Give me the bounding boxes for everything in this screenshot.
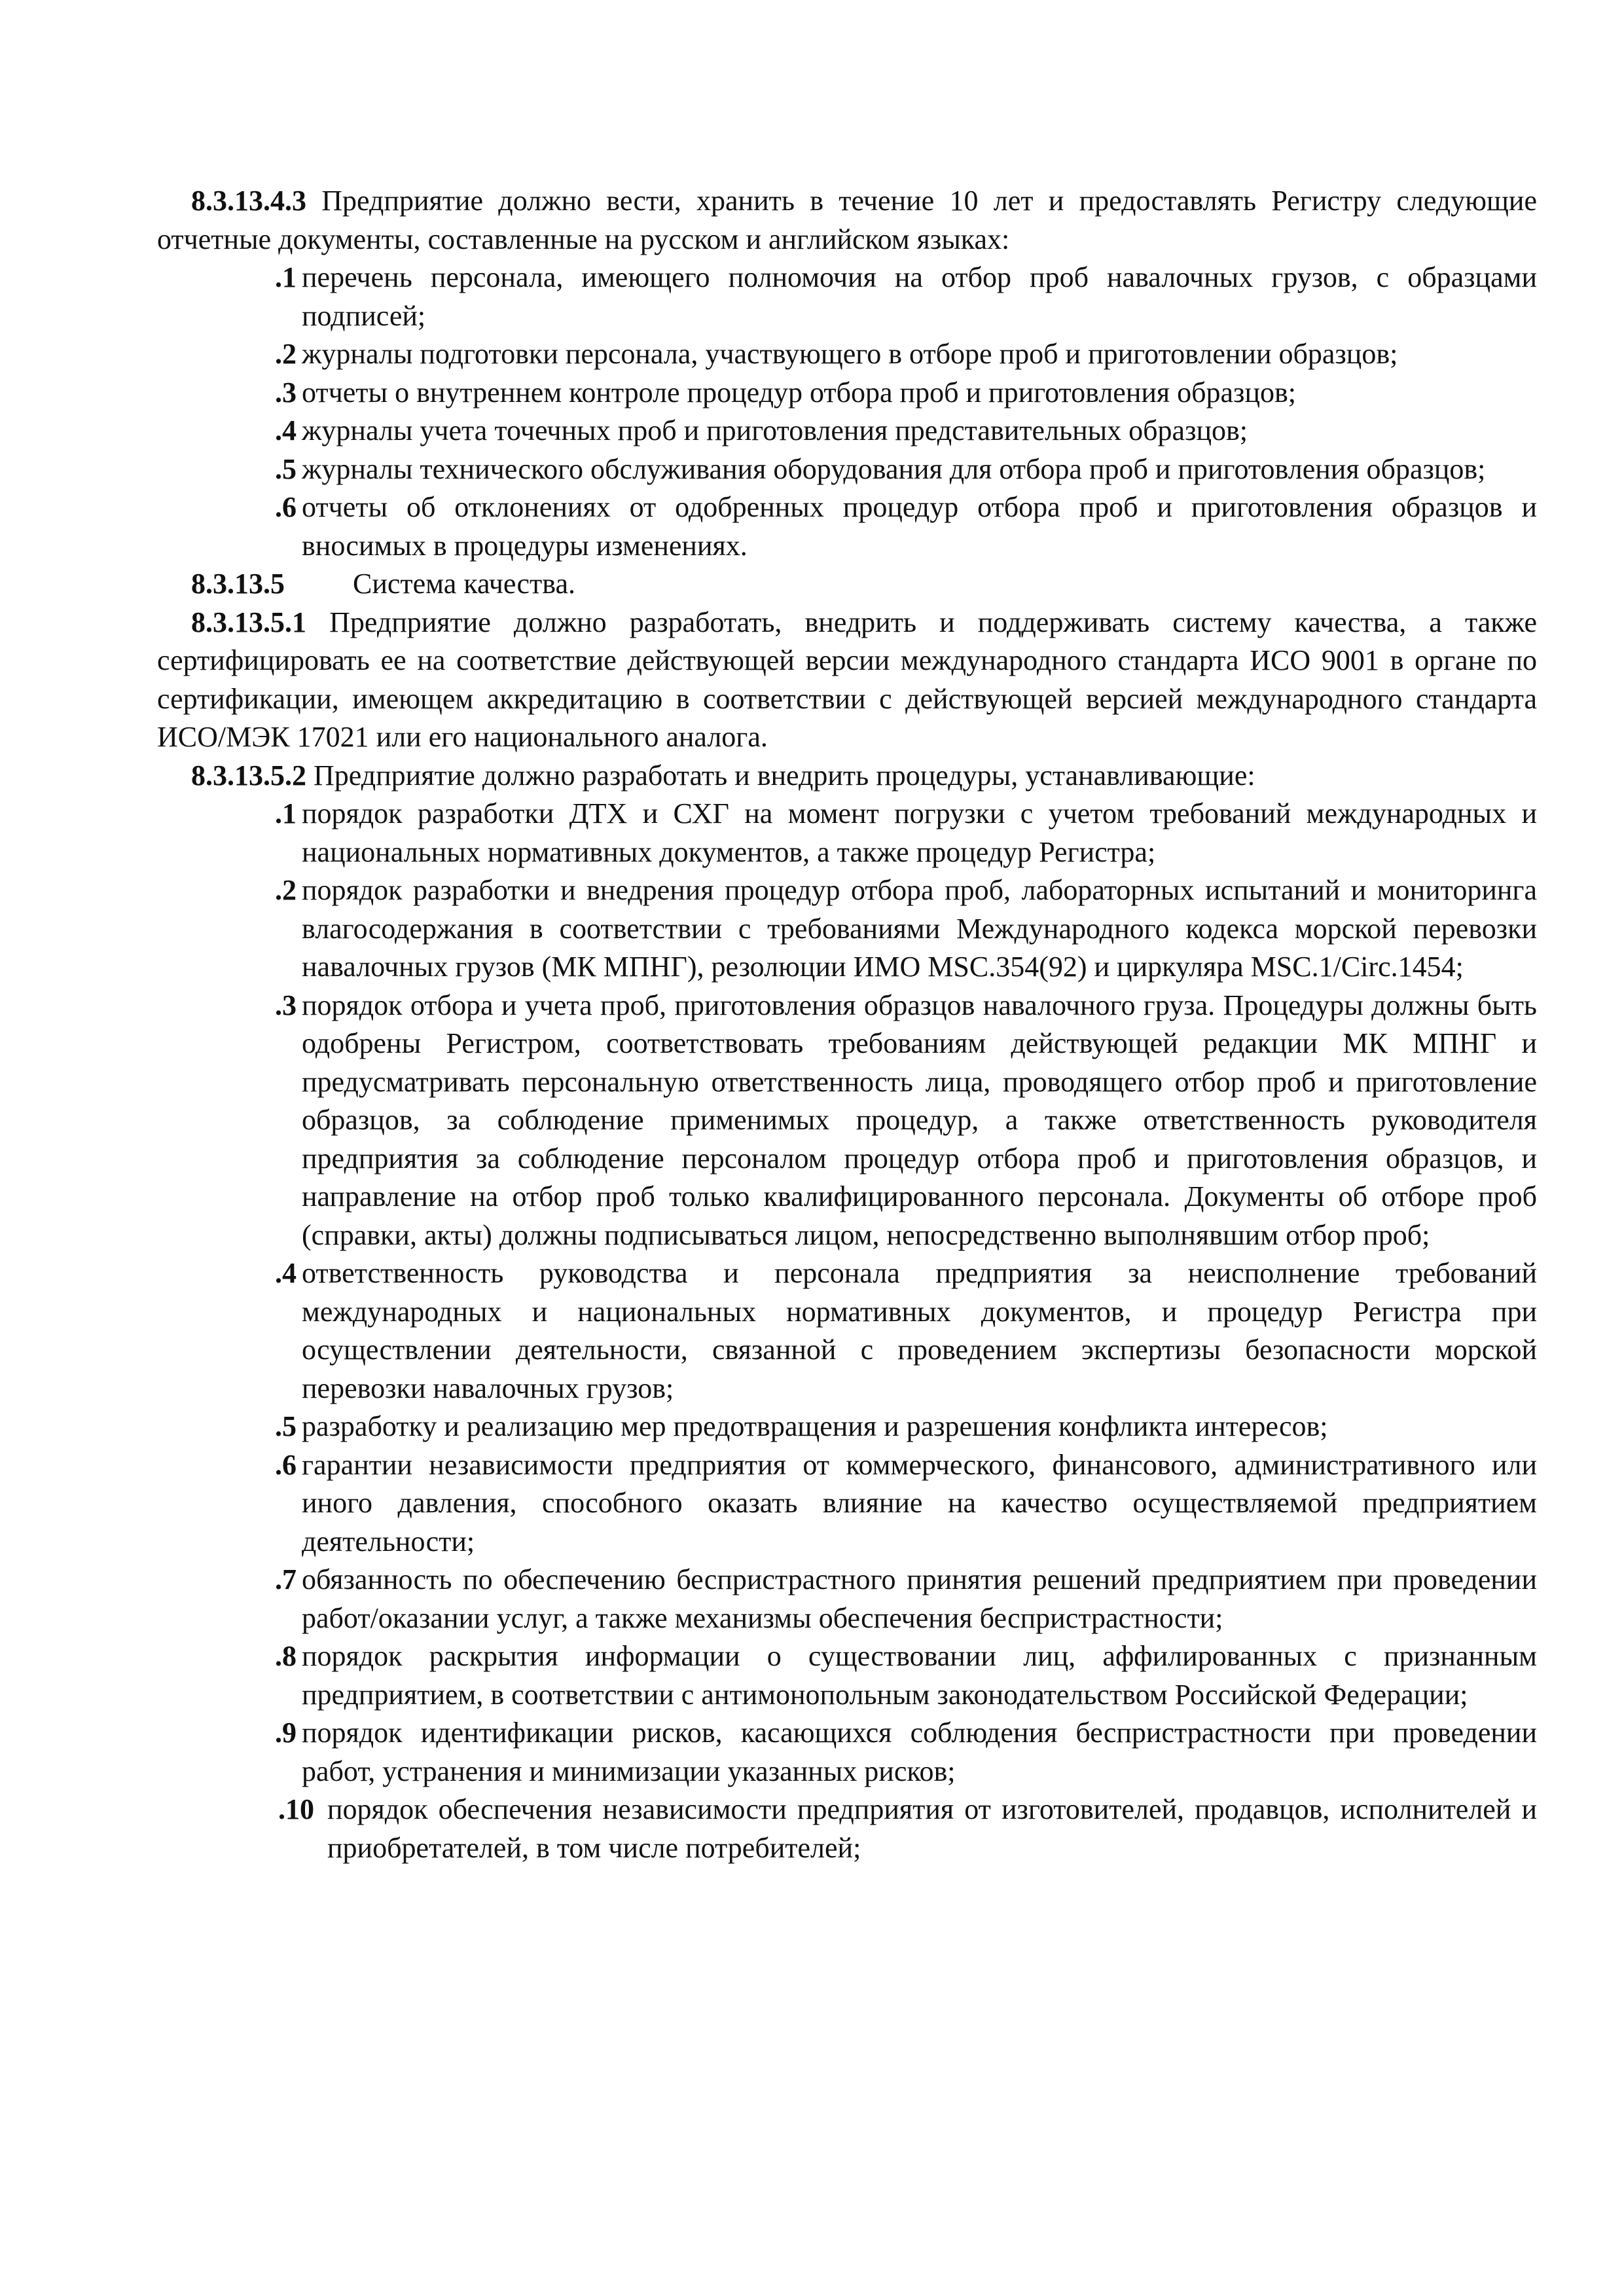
clause-text: Предприятие должно разработать и внедрить процедуры, устанавливающие: — [314, 759, 1255, 792]
list-item-text: отчеты о внутреннем контроле процедур отбора проб и приготовления образцов; — [302, 376, 1296, 409]
list-procedures — [157, 795, 1537, 1867]
list-marker: .1 — [275, 797, 297, 829]
list-marker: .4 — [275, 414, 297, 446]
list-marker: .5 — [275, 452, 297, 485]
list-item-text: журналы учета точечных проб и приготовления представительных образцов; — [302, 414, 1248, 446]
list-item-text: порядок идентификации рисков, касающихся соблюдения беспристрастности при проведении работ, устранения и минимизации указанных рисков; — [302, 1717, 1537, 1787]
list-item-text: журналы технического обслуживания оборудования для отбора проб и приготовления образцов; — [302, 452, 1486, 485]
list-marker: .4 — [275, 1257, 297, 1289]
list-marker: .3 — [275, 989, 297, 1021]
list-reporting-documents — [157, 259, 1537, 565]
list-marker: .2 — [275, 338, 297, 370]
list-item — [157, 1446, 1537, 1561]
list-marker: .3 — [275, 376, 297, 409]
list-item — [157, 335, 1537, 374]
list-marker: .5 — [275, 1410, 297, 1442]
list-item — [157, 795, 1537, 871]
list-item-text: ответственность руководства и персонала предприятия за неисполнение требований международных и национальных нормативных документов, и процедур Регистра при осуществлении деятельности, связанной с проведением экспертизы безопасности морской перевозки навалочных грузов; — [302, 1257, 1537, 1404]
list-item-text: порядок раскрытия информации о существовании лиц, аффилированных с признанным предприятием, в соответствии с антимонопольным законодательством Российской Федерации; — [302, 1640, 1537, 1711]
clause-number: 8.3.13.5.1 — [191, 606, 306, 638]
list-item-text: журналы подготовки персонала, участвующего в отборе проб и приготовлении образцов; — [302, 338, 1398, 370]
list-item-text: порядок разработки ДТХ и СХГ на момент погрузки с учетом требований международных и национальных нормативных документов, а также процедур Регистра; — [302, 797, 1537, 868]
paragraph-8-3-13-4-3 — [157, 182, 1537, 259]
list-item — [157, 871, 1537, 987]
list-item-text: порядок отбора и учета проб, приготовления образцов навалочного груза. Процедуры должны быть одобрены Регистром, соответствовать требованиям действующей редакции МК МПНГ и предусматривать персональную ответственность лица, проводящего отбор проб и приготовление образцов, за соблюдение применимых процедур, а также ответственность руководителя предприятия за соблюдение персоналом процедур отбора проб и приготовления образцов, и направление на отбор проб только квалифицированного персонала. Документы об отборе проб (справки, акты) должны подписываться лицом, непосредственно выполнявшим отбор проб; — [302, 989, 1537, 1251]
list-item — [157, 1408, 1537, 1446]
clause-number: 8.3.13.4.3 — [191, 185, 306, 217]
list-marker: .9 — [275, 1717, 297, 1749]
list-item — [157, 1254, 1537, 1408]
list-marker: .6 — [275, 491, 297, 523]
section-title: Система качества. — [353, 568, 575, 600]
paragraph-8-3-13-5-1 — [157, 604, 1537, 757]
list-marker: .1 — [275, 261, 297, 293]
list-marker: .2 — [275, 874, 297, 906]
list-item — [157, 488, 1537, 565]
clause-number: 8.3.13.5 — [191, 568, 285, 600]
list-item — [157, 412, 1537, 450]
list-marker: .10 — [278, 1793, 314, 1825]
clause-number: 8.3.13.5.2 — [191, 759, 306, 792]
clause-text: Предприятие должно разработать, внедрить и поддерживать систему качества, а также сертифицировать ее на соответствие действующей версии международного стандарта ИСО 9001 в органе по сертификации, имеющем аккредитацию в соответствии с действующей версией международного стандарта ИСО/МЭК 17021 или его национального аналога. — [157, 606, 1537, 753]
list-item — [157, 1791, 1537, 1867]
list-marker: .8 — [275, 1640, 297, 1672]
list-item — [157, 374, 1537, 412]
list-item — [157, 987, 1537, 1255]
list-item — [157, 259, 1537, 335]
list-item-text: обязанность по обеспечению беспристрастного принятия решений предприятием при проведении работ/оказании услуг, а также механизмы обеспечения беспристрастности; — [302, 1563, 1537, 1634]
list-item — [157, 1561, 1537, 1637]
list-item-text: перечень персонала, имеющего полномочия на отбор проб навалочных грузов, с образцами подписей; — [302, 261, 1537, 332]
list-item — [157, 1637, 1537, 1714]
document-page — [157, 182, 1537, 1867]
list-item-text: отчеты об отклонениях от одобренных процедур отбора проб и приготовления образцов и вносимых в процедуры изменениях. — [302, 491, 1537, 562]
list-marker: .6 — [275, 1448, 297, 1481]
list-item-text: порядок обеспечения независимости предприятия от изготовителей, продавцов, исполнителей и приобретателей, в том числе потребителей; — [327, 1793, 1537, 1864]
section-heading-8-3-13-5 — [157, 565, 1537, 604]
paragraph-8-3-13-5-2 — [157, 757, 1537, 795]
list-item-text: порядок разработки и внедрения процедур отбора проб, лабораторных испытаний и мониторинга влагосодержания в соответствии с требованиями Международного кодекса морской перевозки навалочных грузов (МК МПНГ), резолюции ИМО MSC.354(92) и циркуляра MSC.1/Circ.1454; — [302, 874, 1537, 983]
list-item-text: гарантии независимости предприятия от коммерческого, финансового, административного или иного давления, способного оказать влияние на качество осуществляемой предприятием деятельности; — [302, 1448, 1537, 1558]
list-item — [157, 450, 1537, 489]
clause-text: Предприятие должно вести, хранить в течение 10 лет и предоставлять Регистру следующие отчетные документы, составленные на русском и английском языках: — [157, 185, 1538, 255]
list-item-text: разработку и реализацию мер предотвращения и разрешения конфликта интересов; — [302, 1410, 1328, 1442]
list-item — [157, 1714, 1537, 1791]
list-marker: .7 — [275, 1563, 297, 1595]
